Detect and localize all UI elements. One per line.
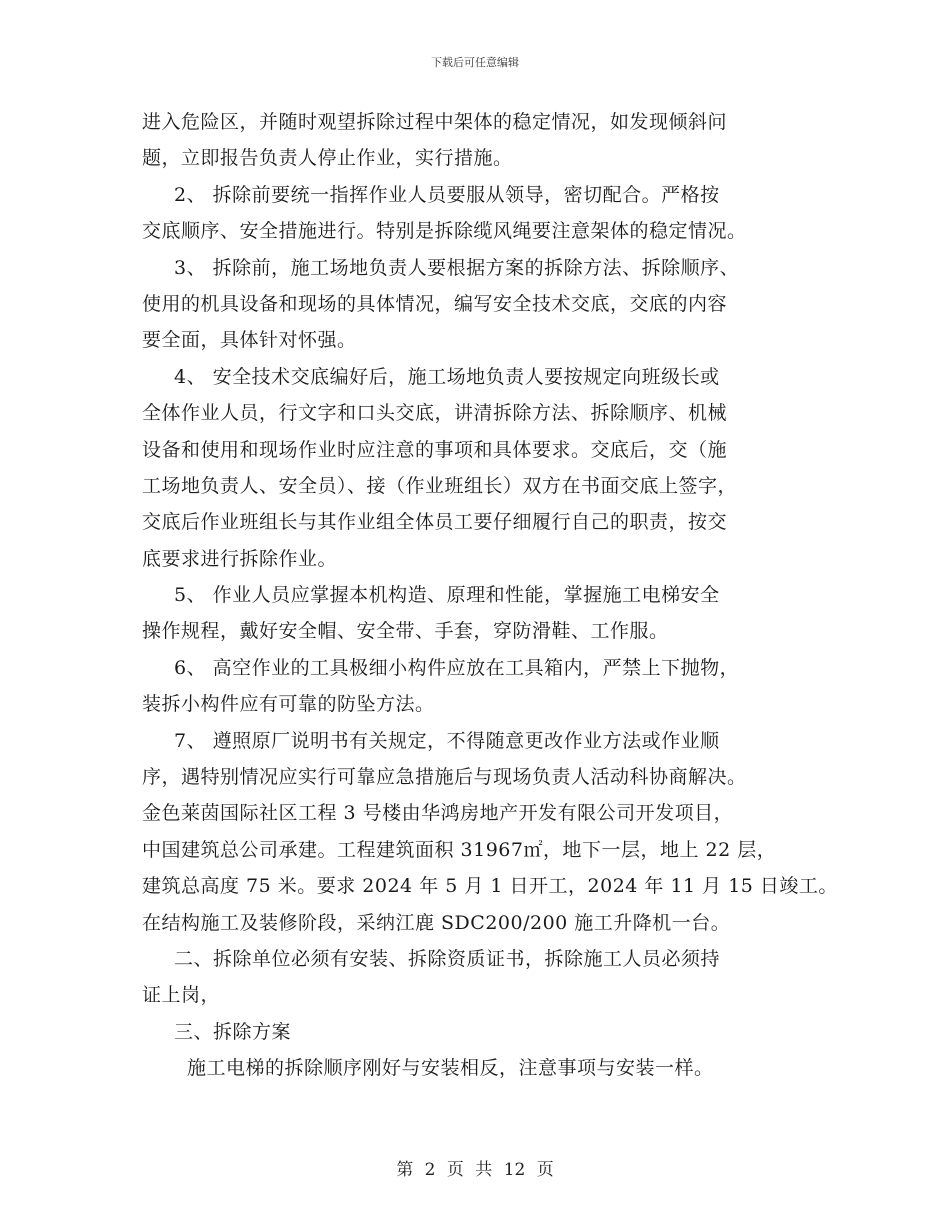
body-text-line: 证上岗， (142, 984, 221, 1007)
page-header: 下载后可任意编辑 (431, 56, 519, 69)
body-text-line: 使用的机具设备和现场的具体情况，编写安全技术交底，交底的内容 (142, 292, 728, 315)
body-text-line: 交底顺序、安全措施进行。特别是拆除缆风绳要注意架体的稳定情况。 (142, 220, 747, 243)
body-text-line: 交底后作业班组长与其作业组全体员工要仔细履行自己的职责，按交 (142, 511, 728, 534)
body-text-line: 序，遇特别情况应实行可靠应急措施后与现场负责人活动科协商解决。 (142, 766, 747, 789)
document-body (142, 104, 838, 1087)
body-text-line: 设备和使用和现场作业时应注意的事项和具体要求。交底后，交（施 (142, 438, 728, 461)
body-text-line: 建筑总高度 75 米。要求 2024 年 5 月 1 日开工，2024 年 11 月 15 日竣工。 (142, 875, 838, 898)
body-text-line: 要全面，具体针对怀强。 (142, 329, 357, 352)
body-text-line: 装拆小构件应有可靠的防坠方法。 (142, 693, 435, 716)
body-text-line: 7、 遵照原厂说明书有关规定，不得随意更改作业方法或作业顺 (174, 729, 720, 752)
body-text-line: 全体作业人员，行文字和口头交底，讲清拆除方法、拆除顺序、机械 (142, 402, 728, 425)
body-text-line: 4、 安全技术交底编好后，施工场地负责人要按规定向班级长或 (174, 365, 720, 388)
body-text-line: 底要求进行拆除作业。 (142, 547, 338, 570)
page-footer: 第 2 页 共 12 页 (396, 1160, 554, 1180)
body-text-line: 5、 作业人员应掌握本机构造、原理和性能，掌握施工电梯安全 (174, 584, 720, 607)
body-text-line: 题，立即报告负责人停止作业，实行措施。 (142, 147, 513, 170)
body-text-line: 施工电梯的拆除顺序刚好与安装相反，注意事项与安装一样。 (187, 1057, 714, 1080)
body-text-line: 2、 拆除前要统一指挥作业人员要服从领导，密切配合。严格按 (174, 183, 720, 206)
body-text-line: 二、拆除单位必须有安装、拆除资质证书，拆除施工人员必须持 (174, 947, 721, 970)
body-text-line: 在结构施工及装修阶段，采纳江鹿 SDC200/200 施工升降机一台。 (142, 911, 731, 934)
body-text-line: 3、 拆除前，施工场地负责人要根据方案的拆除方法、拆除顺序、 (174, 256, 740, 279)
body-text-line: 工场地负责人、安全员）、接（作业班组长）双方在书面交底上签字， (142, 474, 738, 497)
body-text-line: 三、拆除方案 (174, 1020, 292, 1043)
body-text-line: 操作规程，戴好安全帽、安全带、手套，穿防滑鞋、工作服。 (142, 620, 669, 643)
body-text-line: 6、 高空作业的工具极细小构件应放在工具箱内，严禁上下抛物， (174, 656, 740, 679)
body-text-line: 中国建筑总公司承建。工程建筑面积 31967㎡，地下一层，地上 22 层， (142, 838, 777, 861)
body-text-line: 金色莱茵国际社区工程 3 号楼由华鸿房地产开发有限公司开发项目， (142, 802, 734, 825)
body-text-line: 进入危险区，并随时观望拆除过程中架体的稳定情况，如发现倾斜问 (142, 111, 728, 133)
